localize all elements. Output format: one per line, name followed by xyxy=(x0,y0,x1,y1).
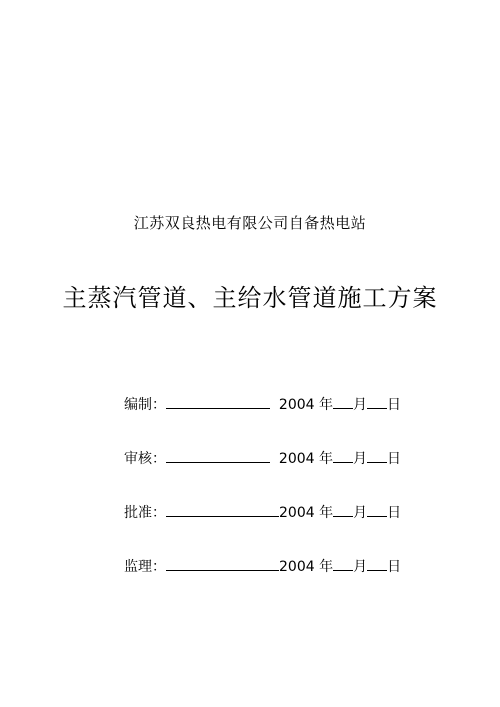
year-label: 2004 年 xyxy=(278,451,333,467)
signature-label: 审核： xyxy=(124,451,166,467)
month-blank xyxy=(333,394,353,409)
signature-row-compiled xyxy=(124,394,401,414)
month-blank xyxy=(333,448,353,463)
month-label: 月 xyxy=(353,559,368,575)
day-blank xyxy=(367,394,387,409)
signature-row-supervised xyxy=(124,556,401,576)
signature-blank xyxy=(166,502,279,517)
month-label: 月 xyxy=(353,505,368,521)
month-blank xyxy=(333,556,353,571)
signature-label: 监理： xyxy=(124,559,166,575)
day-label: 日 xyxy=(387,559,402,575)
signature-label: 批准： xyxy=(124,505,166,521)
year-label: 2004 年 xyxy=(278,397,333,413)
day-blank xyxy=(367,556,387,571)
month-blank xyxy=(333,502,353,517)
signature-blank xyxy=(166,556,279,571)
signature-blank xyxy=(166,448,270,463)
signature-blank xyxy=(166,394,270,409)
year-label: 2004 年 xyxy=(279,559,334,575)
year-label: 2004 年 xyxy=(279,505,334,521)
signature-row-reviewed xyxy=(124,448,401,468)
document-title: 主蒸汽管道、主给水管道施工方案 xyxy=(62,284,438,312)
month-label: 月 xyxy=(353,451,367,467)
signature-label: 编制： xyxy=(124,397,166,413)
day-blank xyxy=(367,448,387,463)
day-label: 日 xyxy=(387,451,401,467)
signature-row-approved xyxy=(124,502,401,522)
day-blank xyxy=(367,502,387,517)
day-label: 日 xyxy=(387,397,401,413)
month-label: 月 xyxy=(353,397,367,413)
company-name: 江苏双良热电有限公司自备热电站 xyxy=(133,214,367,232)
day-label: 日 xyxy=(387,505,402,521)
